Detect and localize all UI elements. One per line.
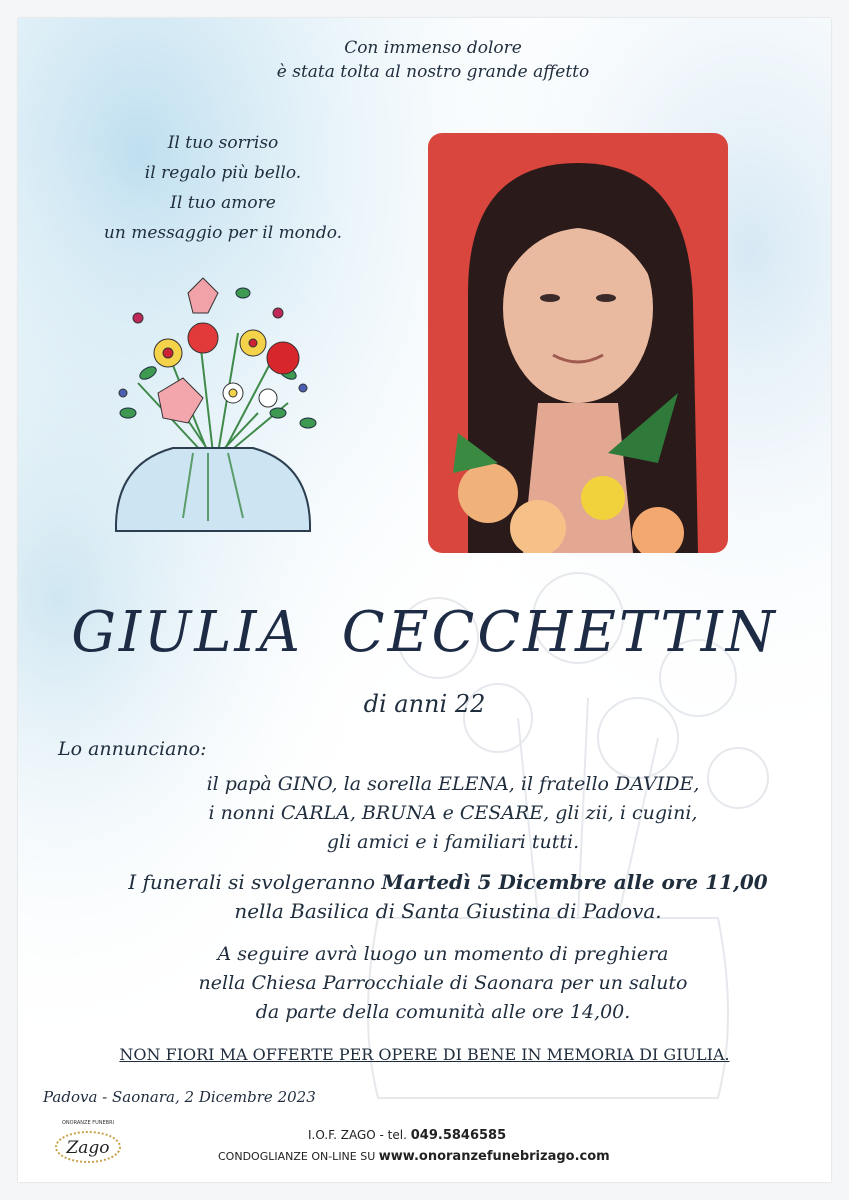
tel-label: - tel.: [379, 1128, 407, 1142]
intro-text: [218, 36, 648, 84]
family-list: [108, 770, 798, 857]
prayer-line: nella Chiesa Parrocchiale di Saonara per un saluto: [198, 972, 688, 994]
family-line: il papà GINO, la sorella ELENA, il fratello DAVIDE,: [206, 773, 700, 795]
prayer-info: [98, 940, 788, 1027]
poem-line: Il tuo sorriso: [167, 133, 279, 153]
funeral-prefix: I funerali si svolgeranno: [128, 870, 376, 894]
funeral-datetime: Martedì 5 Dicembre alle ore 11,00: [381, 870, 768, 894]
logo-name: Zago: [66, 1138, 110, 1158]
no-flowers-notice: NON FIORI MA OFFERTE PER OPERE DI BENE IN MEMORIA DI GIULIA.: [119, 1045, 730, 1064]
funeral-place: nella Basilica di Santa Giustina di Padova.: [234, 899, 662, 923]
announcement-heading: Lo annunciano:: [58, 738, 207, 760]
deceased-name: GIULIA CECCHETTIN: [71, 600, 778, 665]
poem-line: il regalo più bello.: [144, 163, 302, 183]
family-line: i nonni CARLA, BRUNA e CESARE, gli zii, i cugini,: [208, 802, 698, 824]
funeral-info: [68, 868, 828, 926]
zago-logo: [48, 1115, 128, 1167]
agency-web: [218, 1149, 610, 1164]
prayer-line: A seguire avrà luogo un momento di preghiera: [217, 943, 669, 965]
funeral-notice: [18, 18, 831, 1182]
prayer-line: da parte della comunità alle ore 14,00.: [255, 1001, 631, 1023]
agency-name: I.O.F. ZAGO: [308, 1128, 376, 1142]
agency-website-link[interactable]: www.onoranzefunebrizago.com: [378, 1149, 610, 1164]
dateline: Padova - Saonara, 2 Dicembre 2023: [43, 1088, 316, 1106]
agency-contact: [308, 1128, 506, 1143]
deceased-age: di anni 22: [363, 690, 486, 718]
portrait-photo: [428, 133, 728, 553]
poem-line: un messaggio per il mondo.: [103, 223, 343, 243]
family-line: gli amici e i familiari tutti.: [326, 831, 580, 853]
condolences-label: CONDOGLIANZE ON-LINE SU: [218, 1150, 376, 1163]
poem-line: Il tuo amore: [170, 193, 276, 213]
intro-line-1: Con immenso dolore: [344, 38, 522, 58]
flower-vase-illustration: [88, 263, 338, 548]
logo-top-text: ONORANZE FUNEBRI: [61, 1120, 115, 1126]
intro-line-2: è stata tolta al nostro grande affetto: [276, 62, 590, 82]
agency-phone[interactable]: 049.5846585: [410, 1128, 507, 1143]
poem: [78, 128, 368, 248]
funeral-line-1: [68, 868, 828, 897]
